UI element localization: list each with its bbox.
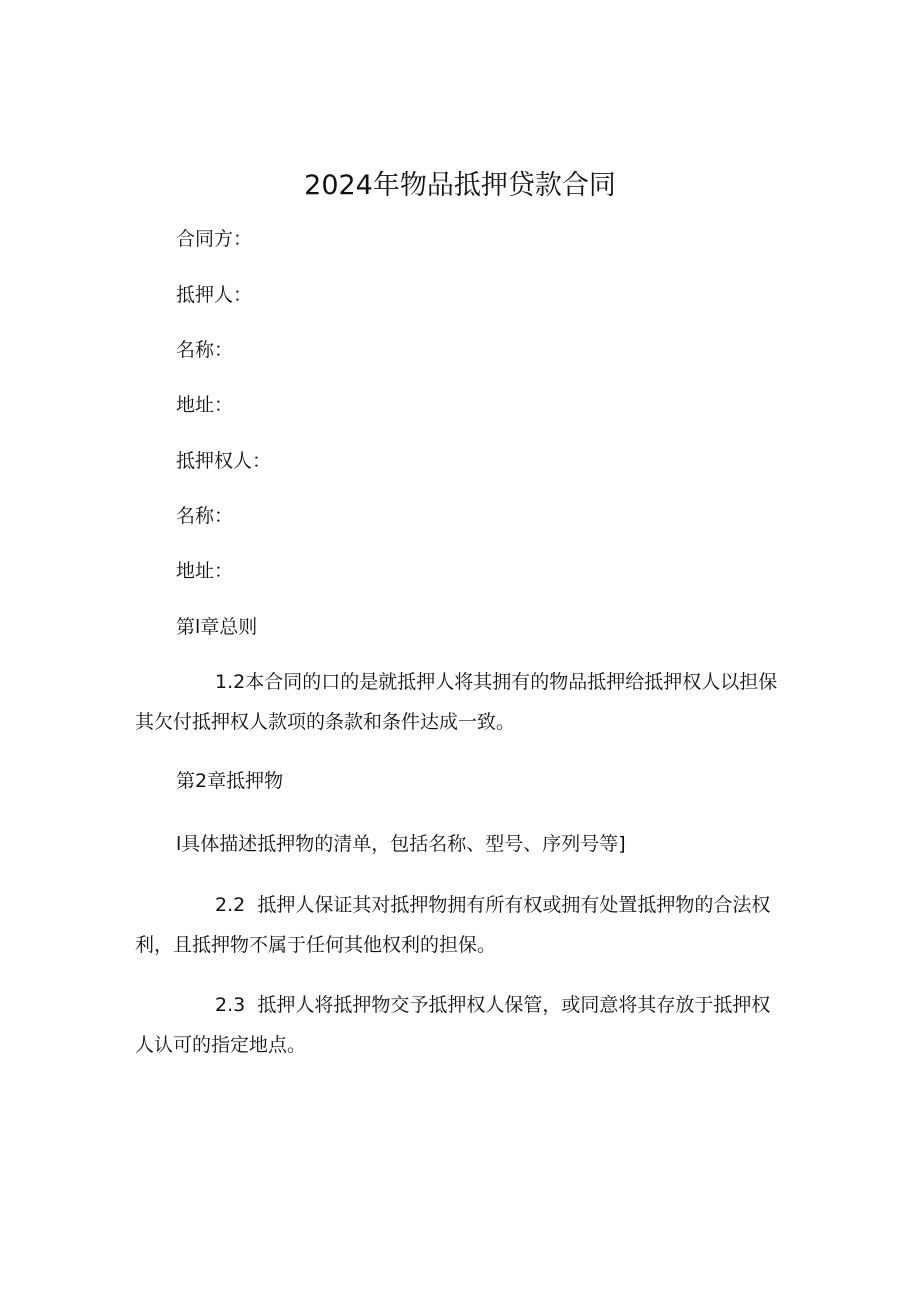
mortgagee-name-label: 名称： xyxy=(176,505,234,527)
clause-2-2-text: 抵押人保证其对抵押物拥有所有权或拥有处置抵押物的合法权利，且抵押物不属于任何其他权利的担保。 xyxy=(135,894,771,956)
chapter-2-heading: 第2章抵押物 xyxy=(176,770,284,792)
mortgagee-label: 抵押权人： xyxy=(176,450,272,472)
mortgagor-address-label: 地址： xyxy=(176,394,234,416)
mortgagee-address-label: 地址： xyxy=(176,560,234,582)
clause-1-2-number: 1.2 xyxy=(215,671,246,693)
clause-2-2 xyxy=(135,885,785,965)
clause-2-3-number: 2.3 xyxy=(215,994,246,1016)
clause-2-2-number: 2.2 xyxy=(215,894,246,916)
chapter-1-heading: 第l章总则 xyxy=(176,616,258,638)
document-title: 2024年物品抵押贷款合同 xyxy=(304,170,616,201)
parties-label: 合同方： xyxy=(176,228,253,250)
mortgagor-label: 抵押人： xyxy=(176,284,253,306)
clause-2-3 xyxy=(135,985,785,1065)
mortgagor-name-label: 名称： xyxy=(176,339,234,361)
clause-1-2-text: 本合同的口的是就抵押人将其拥有的物品抵押给抵押权人以担保其欠付抵押权人款项的条款和条件达成一致。 xyxy=(135,671,778,733)
collateral-list-note: l具体描述抵押物的清单，包括名称、型号、序列号等] xyxy=(176,833,626,855)
clause-2-3-text: 抵押人将抵押物交予抵押权人保管，或同意将其存放于抵押权人认可的指定地点。 xyxy=(135,994,771,1056)
clause-1-2 xyxy=(135,662,785,742)
